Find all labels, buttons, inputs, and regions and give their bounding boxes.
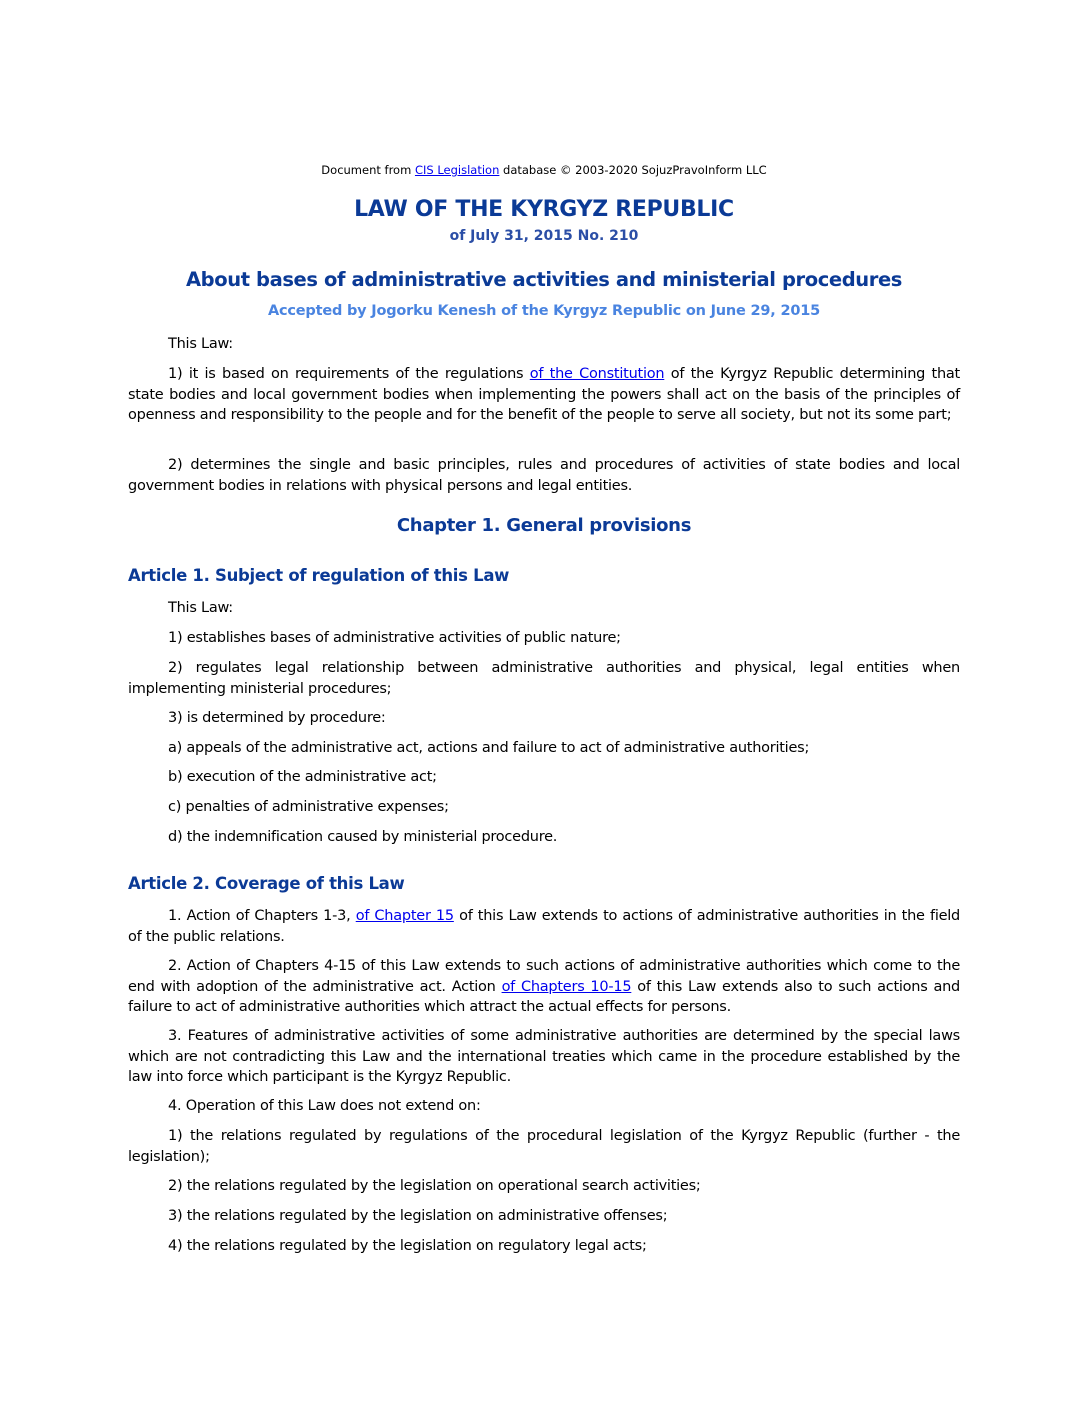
text: 2. Action of Chapters 4-15 of this Law extends to such actions of administrative authorities which come to the end with adoption of the administrative act. Action bbox=[128, 958, 960, 995]
document-date-number: of July 31, 2015 No. 210 bbox=[449, 228, 639, 244]
text: of the Kyrgyz Republic determining that state bodies and local government bodies when implementing the powers shall act on the basis of the principles of openness and responsibility to the people and for the benefit of the people to serve all society, but not its some part; bbox=[128, 366, 960, 423]
article-1-item: d) the indemnification caused by ministerial procedure. bbox=[168, 829, 558, 845]
preamble-paragraph-2: 2) determines the single and basic principles, rules and procedures of activities of state bodies and local government bodies in relations with physical persons and legal entities. bbox=[128, 457, 960, 494]
law-name: About bases of administrative activities and ministerial procedures bbox=[185, 268, 902, 291]
article-1-item: 1) establishes bases of administrative activities of public nature; bbox=[168, 630, 621, 646]
article-2-paragraph-2 bbox=[128, 956, 960, 1018]
article-2-item: 1) the relations regulated by regulations of the procedural legislation of the Kyrgyz Republic (further - the legislation); bbox=[128, 1128, 960, 1165]
article-2-item: 4) the relations regulated by the legislation on regulatory legal acts; bbox=[168, 1238, 647, 1254]
chapters-10-15-link[interactable]: of Chapters 10-15 bbox=[501, 978, 632, 995]
accepted-line: Accepted by Jogorku Kenesh of the Kyrgyz Republic on June 29, 2015 bbox=[267, 303, 821, 319]
article-2-heading: Article 2. Coverage of this Law bbox=[128, 874, 405, 893]
preamble-paragraph-1 bbox=[128, 364, 960, 426]
text: of this Law extends also to such actions and failure to act of administrative authorities which attract the actual effects for persons. bbox=[128, 978, 961, 1015]
constitution-link[interactable]: of the Constitution bbox=[529, 366, 665, 382]
chapter-15-link[interactable]: of Chapter 15 bbox=[355, 908, 454, 924]
article-1-item: 2) regulates legal relationship between administrative authorities and physical, legal entities when implementing ministerial procedures; bbox=[128, 660, 960, 697]
source-line bbox=[128, 163, 960, 177]
source-prefix: Document from bbox=[321, 163, 415, 177]
text: 1. Action of Chapters 1-3, bbox=[168, 908, 356, 924]
preamble-intro: This Law: bbox=[168, 336, 233, 352]
source-suffix: database © 2003-2020 SojuzPravoInform LLC bbox=[499, 163, 767, 177]
cis-legislation-link[interactable]: CIS Legislation bbox=[414, 163, 500, 177]
article-1-item: a) appeals of the administrative act, actions and failure to act of administrative authorities; bbox=[168, 740, 810, 756]
article-2-item: 2) the relations regulated by the legislation on operational search activities; bbox=[168, 1178, 701, 1194]
article-1-item: c) penalties of administrative expenses; bbox=[168, 799, 449, 815]
article-2-paragraph-3: 3. Features of administrative activities of some administrative authorities are determined by the special laws which are not contradicting this Law and the international treaties which came in the procedure established by the law into force which participant is the Kyrgyz Republic. bbox=[128, 1028, 960, 1085]
chapter-1-heading: Chapter 1. General provisions bbox=[396, 515, 692, 536]
document-title: LAW OF THE KYRGYZ REPUBLIC bbox=[354, 197, 734, 222]
text: of this Law extends to actions of administrative authorities in the field of the public relations. bbox=[128, 908, 960, 945]
article-2-paragraph-1 bbox=[128, 906, 960, 947]
text: 1) it is based on requirements of the regulations bbox=[168, 366, 530, 382]
article-1-item: b) execution of the administrative act; bbox=[168, 769, 437, 785]
article-1-heading: Article 1. Subject of regulation of this Law bbox=[128, 566, 510, 585]
article-1-intro: This Law: bbox=[168, 600, 233, 616]
article-2-item: 3) the relations regulated by the legislation on administrative offenses; bbox=[168, 1208, 668, 1224]
article-2-paragraph-4: 4. Operation of this Law does not extend on: bbox=[168, 1098, 481, 1114]
article-1-item: 3) is determined by procedure: bbox=[168, 710, 386, 726]
